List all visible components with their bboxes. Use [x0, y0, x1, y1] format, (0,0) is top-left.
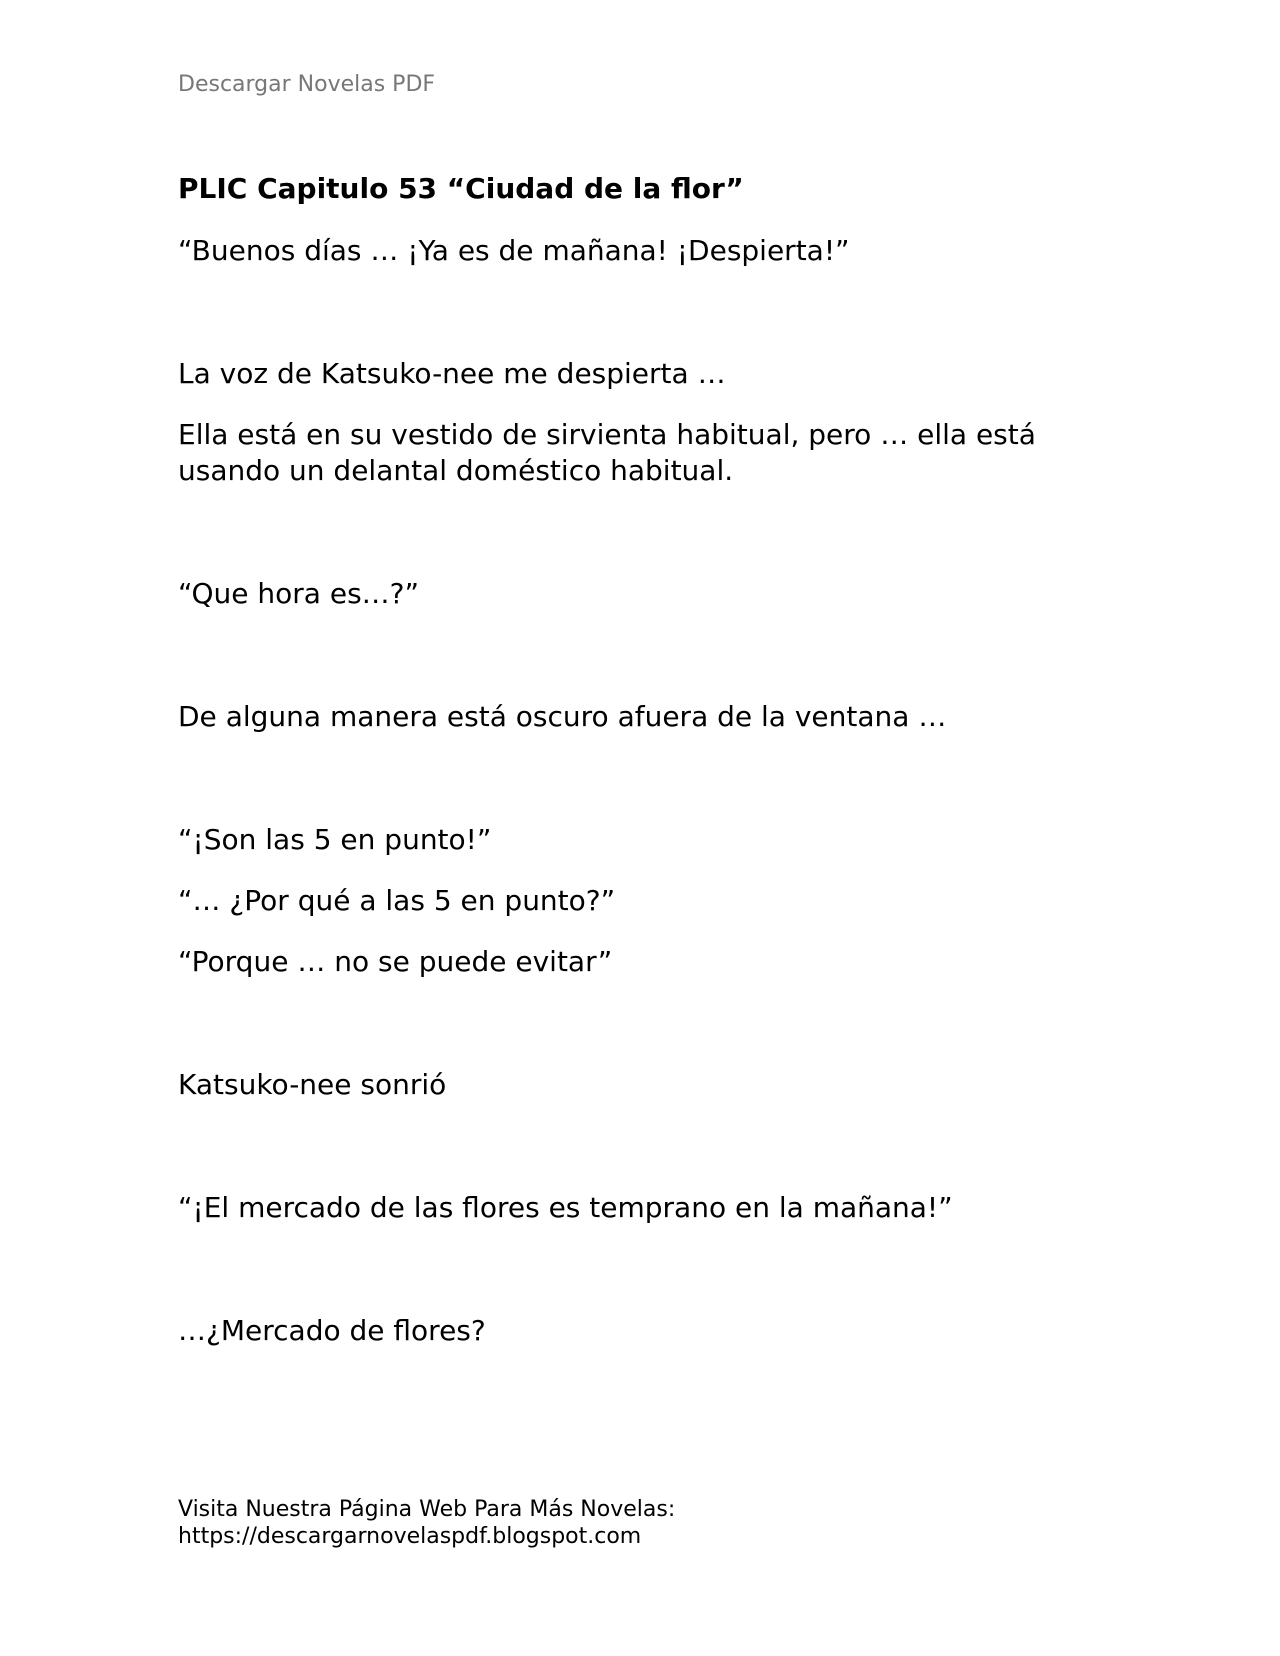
paragraph: …¿Mercado de flores? [178, 1314, 486, 1347]
paragraph: “… ¿Por qué a las 5 en punto?” [178, 884, 616, 917]
paragraph: “¡Son las 5 en punto!” [178, 823, 492, 856]
footer-promo-text: Visita Nuestra Página Web Para Más Novelas: [178, 1497, 676, 1522]
paragraph: “Que hora es…?” [178, 577, 420, 610]
paragraph: “Porque … no se puede evitar” [178, 945, 613, 978]
paragraph: “Buenos días … ¡Ya es de mañana! ¡Despierta!” [178, 234, 850, 267]
footer-url-link[interactable]: https://descargarnovelaspdf.blogspot.com [178, 1524, 642, 1549]
paragraph: Ella está en su vestido de sirvienta habitual, pero … ella está usando un delantal doméstico habitual. [178, 418, 1036, 487]
paragraph: De alguna manera está oscuro afuera de la ventana … [178, 700, 947, 733]
site-header: Descargar Novelas PDF [178, 72, 436, 97]
paragraph: Katsuko-nee sonrió [178, 1068, 447, 1101]
chapter-title: PLIC Capitulo 53 “Ciudad de la flor” [178, 172, 744, 205]
site-footer [178, 1496, 675, 1550]
paragraph: “¡El mercado de las flores es temprano en la mañana!” [178, 1191, 953, 1224]
paragraph: La voz de Katsuko-nee me despierta … [178, 357, 726, 390]
